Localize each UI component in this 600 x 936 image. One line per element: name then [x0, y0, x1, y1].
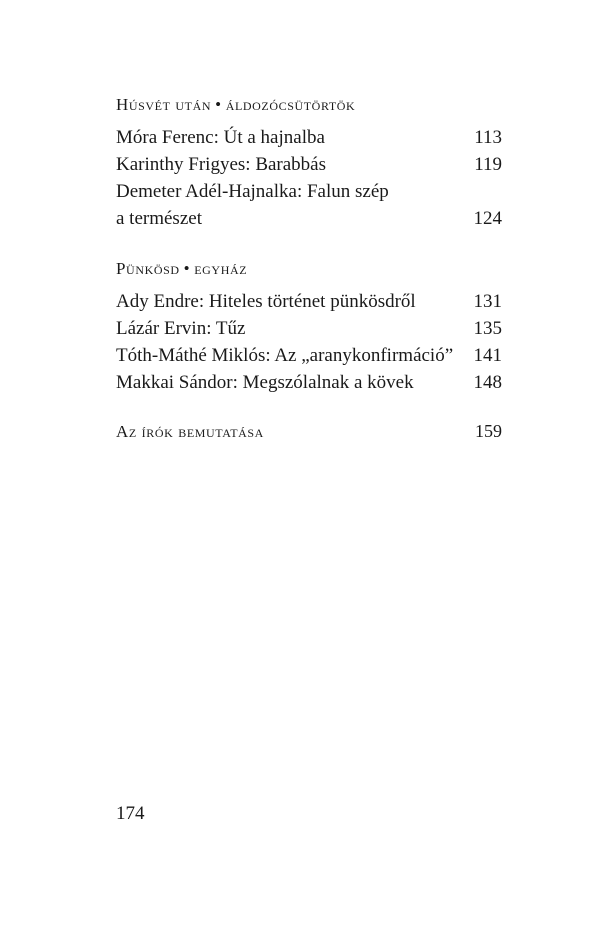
toc-entry[interactable]: [116, 178, 502, 232]
heading-separator: •: [183, 259, 191, 278]
section-husvet: [116, 92, 502, 232]
table-of-contents: [116, 92, 502, 445]
toc-entry[interactable]: [116, 124, 502, 151]
entry-title-line1: Demeter Adél-Hajnalka: Falun szép: [116, 181, 389, 202]
entry-title: Az írók bemutatása: [116, 422, 264, 441]
heading-sub: áldozócsütörtök: [225, 95, 356, 114]
heading-sub: egyház: [194, 259, 248, 278]
entry-title-line2: a természet: [116, 208, 202, 229]
toc-entry[interactable]: [116, 315, 502, 342]
entry-page: 119: [474, 154, 502, 175]
section-punkosd: [116, 256, 502, 396]
entry-title: Karinthy Frigyes: Barabbás: [116, 154, 327, 175]
section-heading: [116, 92, 502, 118]
entry-page: 141: [473, 345, 502, 366]
entry-title: Ady Endre: Hiteles történet pünkösdről: [116, 291, 416, 312]
heading-separator: •: [215, 95, 222, 114]
entry-page: 148: [473, 372, 502, 393]
entry-page: 159: [475, 421, 502, 441]
toc-entry[interactable]: [116, 369, 502, 396]
entry-page: 124: [473, 208, 502, 229]
entry-title: [116, 178, 464, 232]
toc-entry[interactable]: [116, 288, 502, 315]
page-number: 174: [116, 803, 145, 824]
toc-entry[interactable]: [116, 151, 502, 178]
entry-title: Tóth-Máthé Miklós: Az „aranykonfirmáció”: [116, 345, 454, 366]
entry-title: Móra Ferenc: Út a hajnalba: [116, 127, 325, 148]
entry-title: Makkai Sándor: Megszólalnak a kövek: [116, 372, 414, 393]
section-heading: [116, 256, 502, 282]
toc-entry-authors[interactable]: [116, 418, 502, 445]
heading-main: Pünkösd: [116, 259, 180, 278]
entry-title: Lázár Ervin: Tűz: [116, 318, 246, 339]
toc-entry[interactable]: [116, 342, 502, 369]
entry-page: 135: [473, 318, 502, 339]
entry-page: 113: [474, 127, 502, 148]
entry-page: 131: [473, 291, 502, 312]
heading-main: Húsvét után: [116, 95, 212, 114]
